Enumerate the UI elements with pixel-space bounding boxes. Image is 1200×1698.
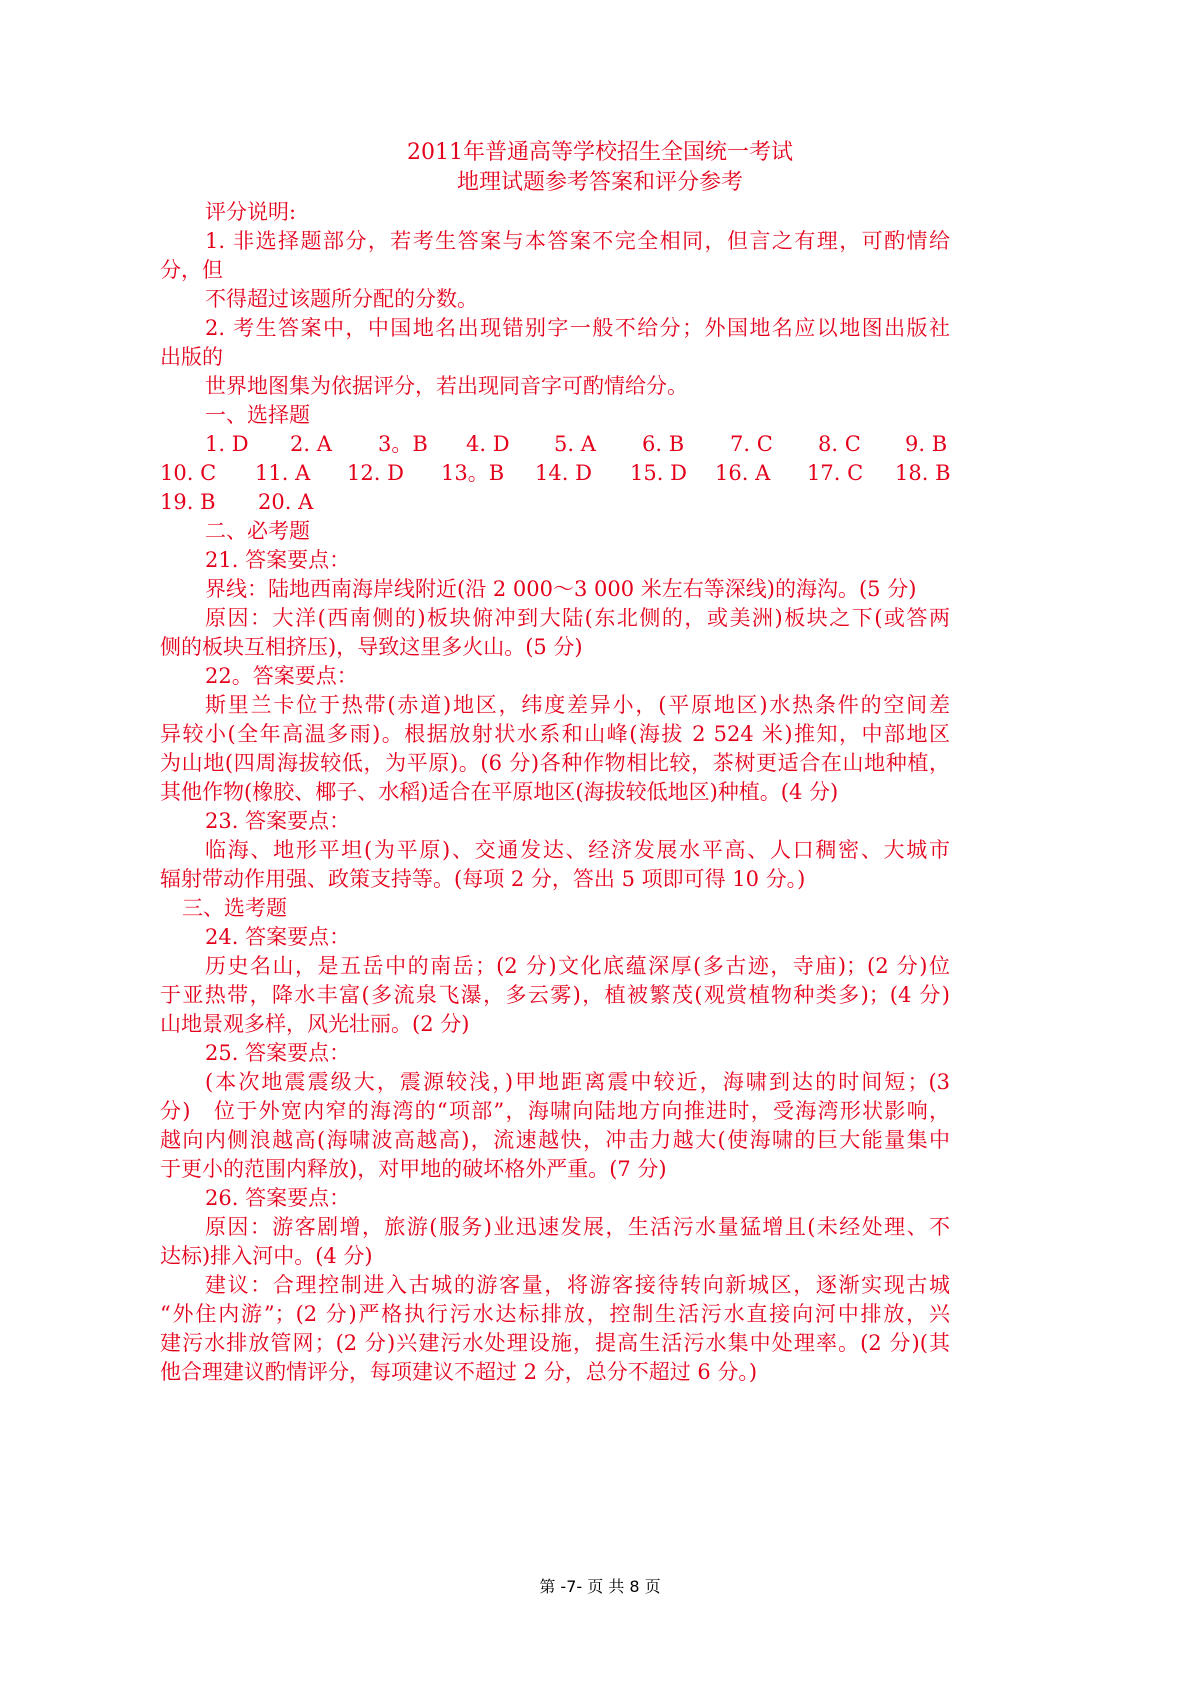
mc-answer: 5. A bbox=[554, 432, 596, 456]
mc-answer: 4. D bbox=[466, 432, 510, 456]
q22-heading: 22。答案要点： bbox=[205, 664, 358, 688]
q26-line5: 建污水排放管网；(2 分)兴建污水处理设施，提高生活污水集中处理率。(2 分)(其 bbox=[160, 1331, 950, 1355]
q25-line3: 越向内侧浪越高(海啸波高越高)，流速越快，冲击力越大(使海啸的巨大能量集中 bbox=[160, 1128, 950, 1152]
q24-line2: 于亚热带，降水丰富(多流泉飞瀑，多云雾)，植被繁茂(观赏植物种类多)；(4 分) bbox=[160, 983, 950, 1007]
q21-line2: 原因：大洋(西南侧的)板块俯冲到大陆(东北侧的，或美洲)板块之下(或答两 bbox=[205, 606, 950, 630]
q21-line3: 侧的板块互相挤压)，导致这里多火山。(5 分) bbox=[160, 635, 583, 659]
q22-line2: 异较小(全年高温多雨)。根据放射状水系和山峰(海拔 2 524 米)推知，中部地区 bbox=[160, 722, 950, 746]
section-heading-multiple-choice: 一、选择题 bbox=[205, 403, 310, 427]
section-heading-required: 二、必考题 bbox=[205, 519, 310, 543]
mc-answer: 16. A bbox=[715, 461, 771, 485]
mc-answers-row2 bbox=[0, 458, 1200, 488]
q22-line1: 斯里兰卡位于热带(赤道)地区，纬度差异小，(平原地区)水热条件的空间差 bbox=[205, 693, 950, 717]
mc-answer: 18. B bbox=[895, 461, 951, 485]
note2-line1: 2. 考生答案中，中国地名出现错别字一般不给分；外国地名应以地图出版社 bbox=[205, 316, 950, 340]
note2-line2: 出版的 bbox=[160, 345, 223, 369]
q24-heading: 24. 答案要点： bbox=[205, 925, 351, 949]
mc-answer: 15. D bbox=[630, 461, 687, 485]
q24-line1: 历史名山，是五岳中的南岳；(2 分)文化底蕴深厚(多古迹，寺庙)；(2 分)位 bbox=[205, 954, 950, 978]
mc-answer: 8. C bbox=[818, 432, 861, 456]
mc-answer: 7. C bbox=[730, 432, 773, 456]
mc-answer: 14. D bbox=[535, 461, 592, 485]
q23-heading: 23. 答案要点： bbox=[205, 809, 351, 833]
q23-line1: 临海、地形平坦(为平原)、交通发达、经济发展水平高、人口稠密、大城市 bbox=[205, 838, 950, 862]
mc-answers-row3 bbox=[0, 487, 1200, 517]
q26-heading: 26. 答案要点： bbox=[205, 1186, 351, 1210]
mc-answer: 10. C bbox=[160, 461, 217, 485]
q23-line2: 辐射带动作用强、政策支持等。(每项 2 分，答出 5 项即可得 10 分。) bbox=[160, 867, 806, 891]
page-indicator: 第 -7- 页 共 8 页 bbox=[539, 1577, 661, 1596]
q25-line2: 分) 位于外宽内窄的海湾的“项部”，海啸向陆地方向推进时，受海湾形状影响， bbox=[160, 1099, 950, 1123]
mc-answer: 12. D bbox=[347, 461, 404, 485]
mc-answer: 20. A bbox=[258, 490, 314, 514]
q25-line1: (本次地震震级大，震源较浅，)甲地距离震中较近，海啸到达的时间短；(3 bbox=[205, 1070, 950, 1094]
q22-line3: 为山地(四周海拔较低，为平原)。(6 分)各种作物相比较，茶树更适合在山地种植， bbox=[160, 751, 950, 775]
note1-line3: 不得超过该题所分配的分数。 bbox=[205, 287, 478, 311]
q26-line4: “外住内游”；(2 分)严格执行污水达标排放，控制生活污水直接向河中排放，兴 bbox=[160, 1302, 950, 1326]
mc-answer: 9. B bbox=[905, 432, 948, 456]
note1-line2: 分，但 bbox=[160, 258, 223, 282]
document-title-line1: 2011年普通高等学校招生全国统一考试 bbox=[407, 140, 793, 165]
q26-line1: 原因：游客剧增，旅游(服务)业迅速发展，生活污水量猛增且(未经处理、不 bbox=[205, 1215, 950, 1239]
mc-answer: 1. D bbox=[205, 432, 249, 456]
note2-line3: 世界地图集为依据评分，若出现同音字可酌情给分。 bbox=[205, 374, 688, 398]
mc-answer: 13。B bbox=[441, 461, 505, 485]
mc-answer: 17. C bbox=[807, 461, 864, 485]
q26-line3: 建议：合理控制进入古城的游客量，将游客接待转向新城区，逐渐实现古城 bbox=[205, 1273, 950, 1297]
q25-heading: 25. 答案要点： bbox=[205, 1041, 351, 1065]
q25-line4: 于更小的范围内释放)，对甲地的破坏格外严重。(7 分) bbox=[160, 1157, 667, 1181]
mc-answer: 11. A bbox=[255, 461, 311, 485]
note1-line1: 1. 非选择题部分，若考生答案与本答案不完全相同，但言之有理，可酌情给 bbox=[205, 229, 950, 253]
q21-heading: 21. 答案要点： bbox=[205, 548, 351, 572]
q24-line3: 山地景观多样，风光壮丽。(2 分) bbox=[160, 1012, 470, 1036]
mc-answer: 19. B bbox=[160, 490, 216, 514]
scoring-heading: 评分说明: bbox=[205, 200, 297, 224]
mc-answer: 2. A bbox=[290, 432, 332, 456]
mc-answer: 3。B bbox=[378, 432, 428, 456]
document-title-line2: 地理试题参考答案和评分参考 bbox=[456, 170, 743, 195]
q21-line1: 界线：陆地西南海岸线附近(沿 2 000～3 000 米左右等深线)的海沟。(5 分) bbox=[205, 577, 917, 601]
mc-answer: 6. B bbox=[642, 432, 685, 456]
q26-line2: 达标)排入河中。(4 分) bbox=[160, 1244, 373, 1268]
q22-line4: 其他作物(橡胶、椰子、水稻)适合在平原地区(海拔较低地区)种植。(4 分) bbox=[160, 780, 839, 804]
q26-line6: 他合理建议酌情评分，每项建议不超过 2 分，总分不超过 6 分。) bbox=[160, 1360, 758, 1384]
section-heading-elective: 三、选考题 bbox=[182, 896, 287, 920]
mc-answers-row1 bbox=[0, 429, 1200, 459]
